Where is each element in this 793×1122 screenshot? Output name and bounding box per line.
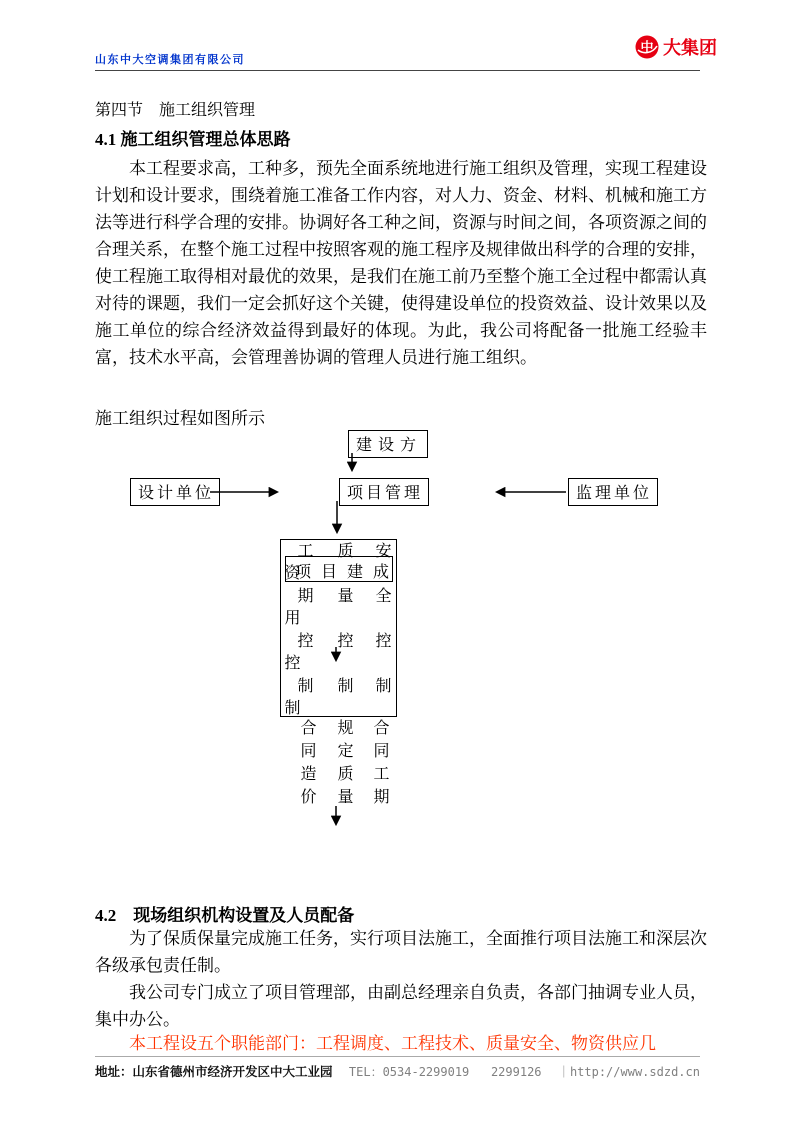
vcol-contract-duration: 合同工期 bbox=[371, 719, 388, 811]
paragraph-4-2-1: 为了保质保量完成施工任务，实行项目法施工，全面推行项目法施工和深层次各级承包责任制。 bbox=[95, 929, 707, 975]
vcol-safety-control: 安全控制 bbox=[373, 542, 390, 722]
logo-text: 大集团 bbox=[663, 38, 717, 58]
footer bbox=[95, 1062, 700, 1080]
footer-separator: ｜ bbox=[557, 1065, 570, 1079]
section-title: 第四节 施工组织管理 bbox=[95, 102, 256, 119]
box-project-management: 项目管理 bbox=[339, 478, 429, 506]
box-supervision-unit: 监理单位 bbox=[568, 478, 658, 506]
paragraph-4-2-highlight: 本工程设五个职能部门：工程调度、工程技术、质量安全、物资供应几 bbox=[129, 1034, 656, 1053]
paragraph-4-1: 本工程要求高，工种多，预先全面系统地进行施工组织及管理，实现工程建设计划和设计要求，围绕着施工准备工作内容，对人力、资金、材料、机械和施工方法等进行科学合理的安排。协调好各工种之间，资源与时间之间，各项资源之间的合理关系，在整个施工过程中按照客观的施工程序及规律做出科学的合理的安排，使工程施工取得相对最优的效果，是我们在施工前乃至整个施工全过程中都需认真对待的课题，我们一定会抓好这个关键，使得建设单位的投资效益、设计效果以及施工单位的综合经济效益得到最好的体现。为此，我公司将配备一批施工经验丰富，技术水平高，会管理善协调的管理人员进行施工组织。 bbox=[95, 159, 707, 367]
box-construction-party: 建设方 bbox=[348, 430, 428, 458]
vcol-cost-control: 资用控制 bbox=[282, 564, 299, 744]
logo-glyph: 中 bbox=[640, 39, 654, 55]
vcol-contract-price: 合同造价 bbox=[298, 719, 315, 811]
vcol-specified-quality: 规定质量 bbox=[335, 719, 352, 811]
footer-url bbox=[558, 1063, 700, 1080]
figure-caption: 施工组织过程如图所示 bbox=[95, 409, 265, 428]
vcol-duration-control: 工期控制 bbox=[295, 542, 312, 722]
company-logo bbox=[634, 34, 717, 60]
company-name: 山东中大空调集团有限公司 bbox=[95, 54, 245, 66]
paragraph-4-2-2: 我公司专门成立了项目管理部，由副总经理亲自负责，各部门抽调专业人员，集中办公。 bbox=[95, 983, 707, 1029]
footer-rule bbox=[95, 1056, 700, 1057]
footer-url-text: http://www.sdzd.cn bbox=[569, 1065, 700, 1079]
project-completion-box: 项目建成 bbox=[285, 556, 393, 582]
heading-4-1: 4.1 施工组织管理总体思路 bbox=[95, 130, 291, 149]
vcol-quality-control: 质量控制 bbox=[335, 542, 352, 722]
footer-tel: TEL：0534-2299019 2299126 bbox=[348, 1065, 542, 1079]
zhongda-logo-icon bbox=[634, 34, 660, 60]
box-design-unit: 设计单位 bbox=[130, 478, 220, 506]
heading-4-2: 4.2 现场组织机构设置及人员配备 bbox=[95, 906, 355, 925]
footer-address: 地址：山东省德州市经济开发区中大工业园 bbox=[95, 1065, 333, 1079]
header-rule bbox=[95, 70, 700, 71]
